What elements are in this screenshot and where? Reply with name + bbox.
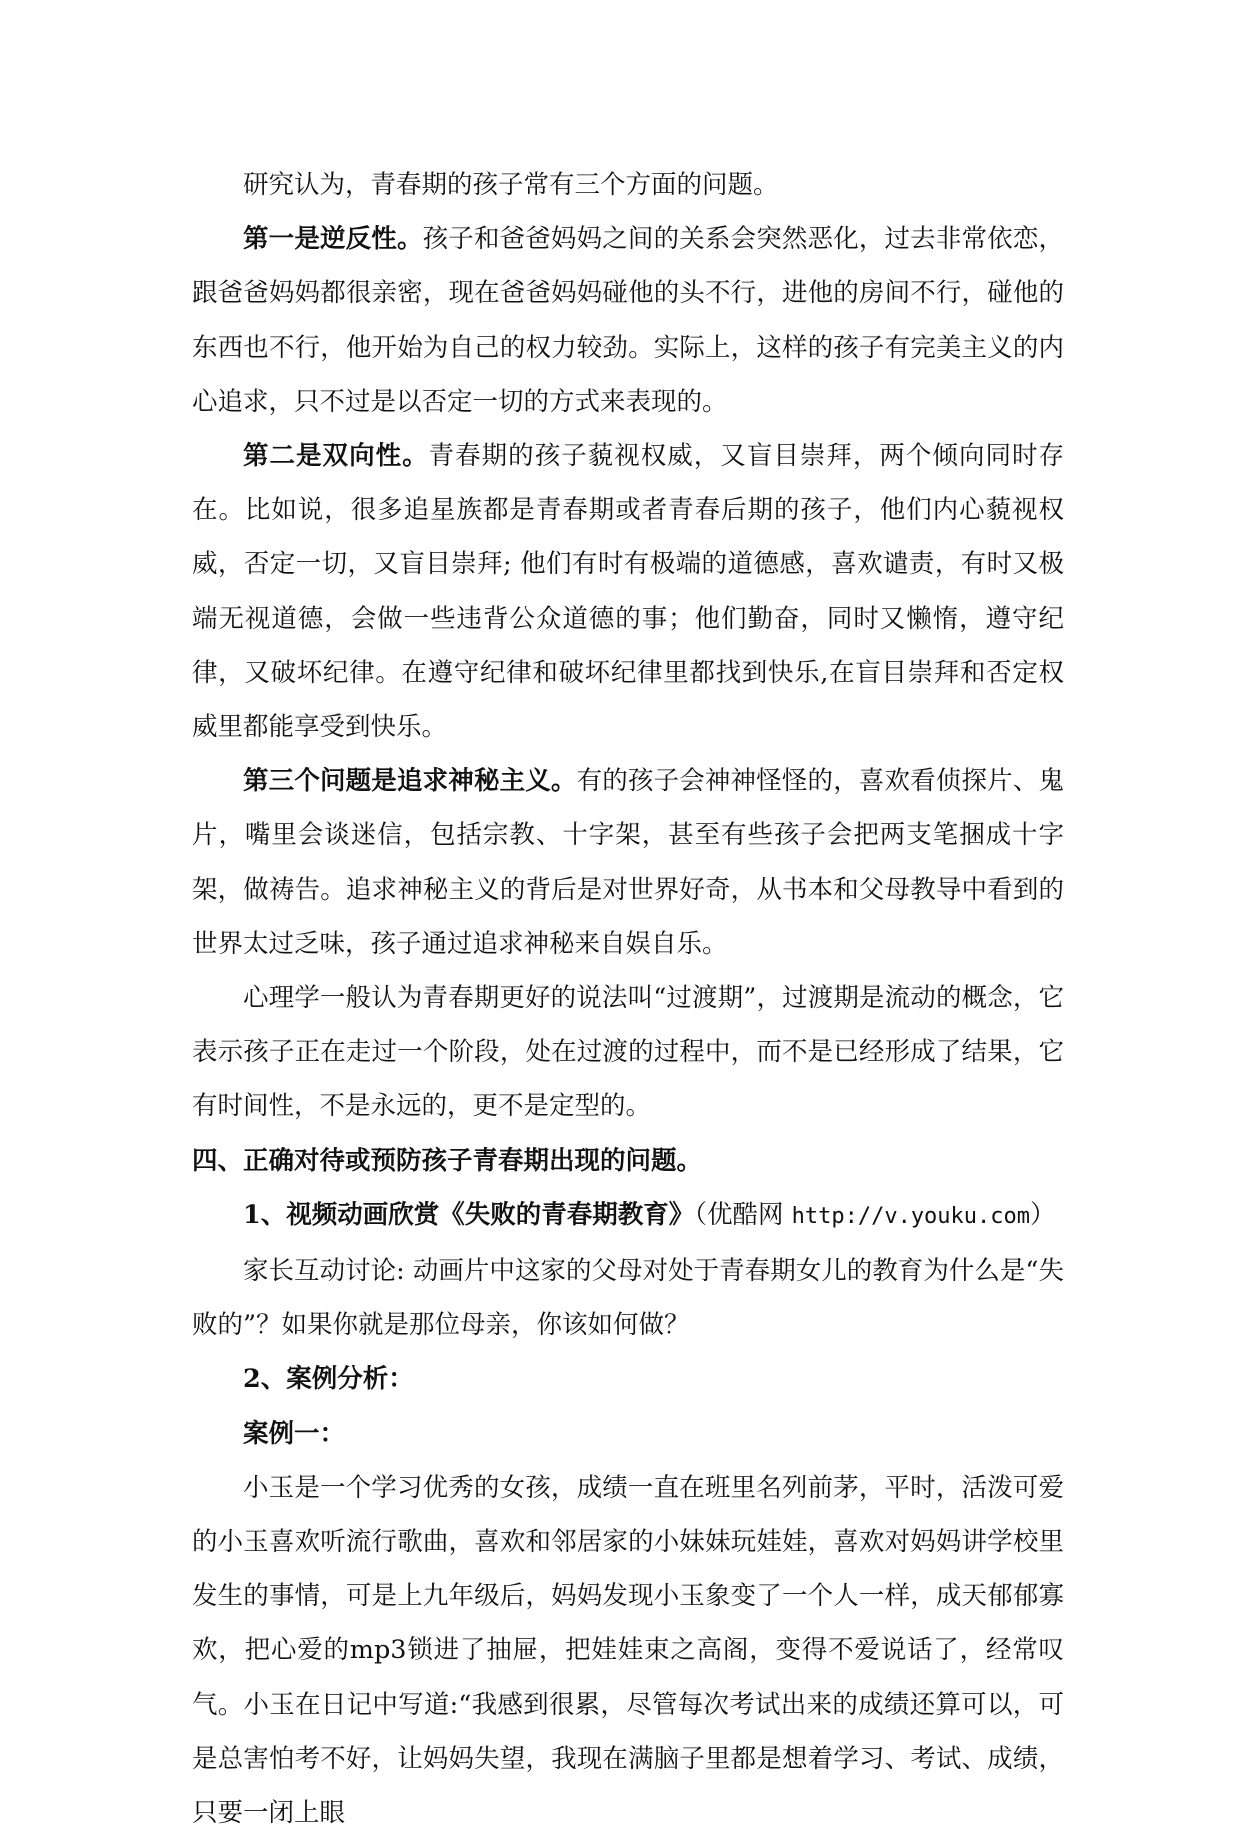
item-1-video [192,1188,1064,1244]
duality-text: 青春期的孩子藐视权威，又盲目崇拜，两个倾向同时存在。比如说，很多追星族都是青春期或者青春后期的孩子，他们内心藐视权威，否定一切，又盲目崇拜; 他们有时有极端的道德感，喜欢谴责，有时又极端无视道德，会做一些违背公众道德的事；他们勤奋，同时又懒惰，遵守纪律，又破坏纪律。在遵守纪律和破坏纪律里都找到快乐,在盲目崇拜和否定权威里都能享受到快乐。 [192,441,1064,743]
paragraph-transition [192,971,1064,1134]
rebelliousness-text: 孩子和爸爸妈妈之间的关系会突然恶化，过去非常依恋，跟爸爸妈妈都很亲密，现在爸爸妈妈碰他的头不行，进他的房间不行，碰他的东西也不行，他开始为自己的权力较劲。实际上，这样的孩子有完美主义的内心追求，只不过是以否定一切的方式来表现的。 [192,224,1064,417]
intro-paragraph [192,158,1064,212]
discussion-paragraph [192,1244,1064,1352]
intro-text: 研究认为，青春期的孩子常有三个方面的问题。 [243,170,779,200]
case-1-paragraph [192,1461,1064,1840]
item-2-heading: 2、案例分析： [243,1364,414,1395]
discussion-text: 家长互动讨论: 动画片中这家的父母对处于青春期女儿的教育为什么是“失败的”？如果你就是那位母亲，你该如何做？ [192,1256,1064,1341]
case-1-heading: 案例一： [243,1418,346,1449]
mysticism-text: 有的孩子会神神怪怪的，喜欢看侦探片、鬼片，嘴里会谈迷信，包括宗教、十字架，甚至有些孩子会把两支笔捆成十字架，做祷告。追求神秘主义的背后是对世界好奇，从书本和父母教导中看到的世界太过乏味，孩子通过追求神秘来自娱自乐。 [192,766,1064,959]
duality-heading: 第二是双向性。 [243,441,429,472]
paragraph-rebelliousness [192,212,1064,429]
transition-text: 心理学一般认为青春期更好的说法叫“过渡期”，过渡期是流动的概念，它表示孩子正在走过一个阶段，处在过渡的过程中，而不是已经形成了结果，它有时间性，不是永远的，更不是定型的。 [192,983,1064,1122]
section-4-heading: 四、正确对待或预防孩子青春期出现的问题。 [192,1145,703,1176]
document-page [192,158,1064,1840]
paragraph-duality [192,429,1064,754]
video-source-url: http://v.youku.com [791,1203,1031,1229]
case-1-text: 小玉是一个学习优秀的女孩，成绩一直在班里名列前茅，平时，活泼可爱的小玉喜欢听流行歌曲，喜欢和邻居家的小妹妹玩娃娃，喜欢对妈妈讲学校里发生的事情，可是上九年级后，妈妈发现小玉象变了一个人一样，成天郁郁寡欢，把心爱的mp3锁进了抽屉，把娃娃束之高阁，变得不爱说话了，经常叹气。小玉在日记中写道:“我感到很累，尽管每次考试出来的成绩还算可以，可是总害怕考不好，让妈妈失望，我现在满脑子里都是想着学习、考试、成绩，只要一闭上眼 [192,1472,1064,1829]
video-source-close: ） [1030,1199,1056,1230]
video-source-open: （优酷网 [694,1199,792,1230]
video-title: 1、视频动画欣赏《失败的青春期教育》 [243,1199,695,1230]
rebelliousness-heading: 第一是逆反性。 [243,224,423,255]
paragraph-mysticism [192,754,1064,971]
mysticism-heading: 第三个问题是追求神秘主义。 [243,766,577,797]
